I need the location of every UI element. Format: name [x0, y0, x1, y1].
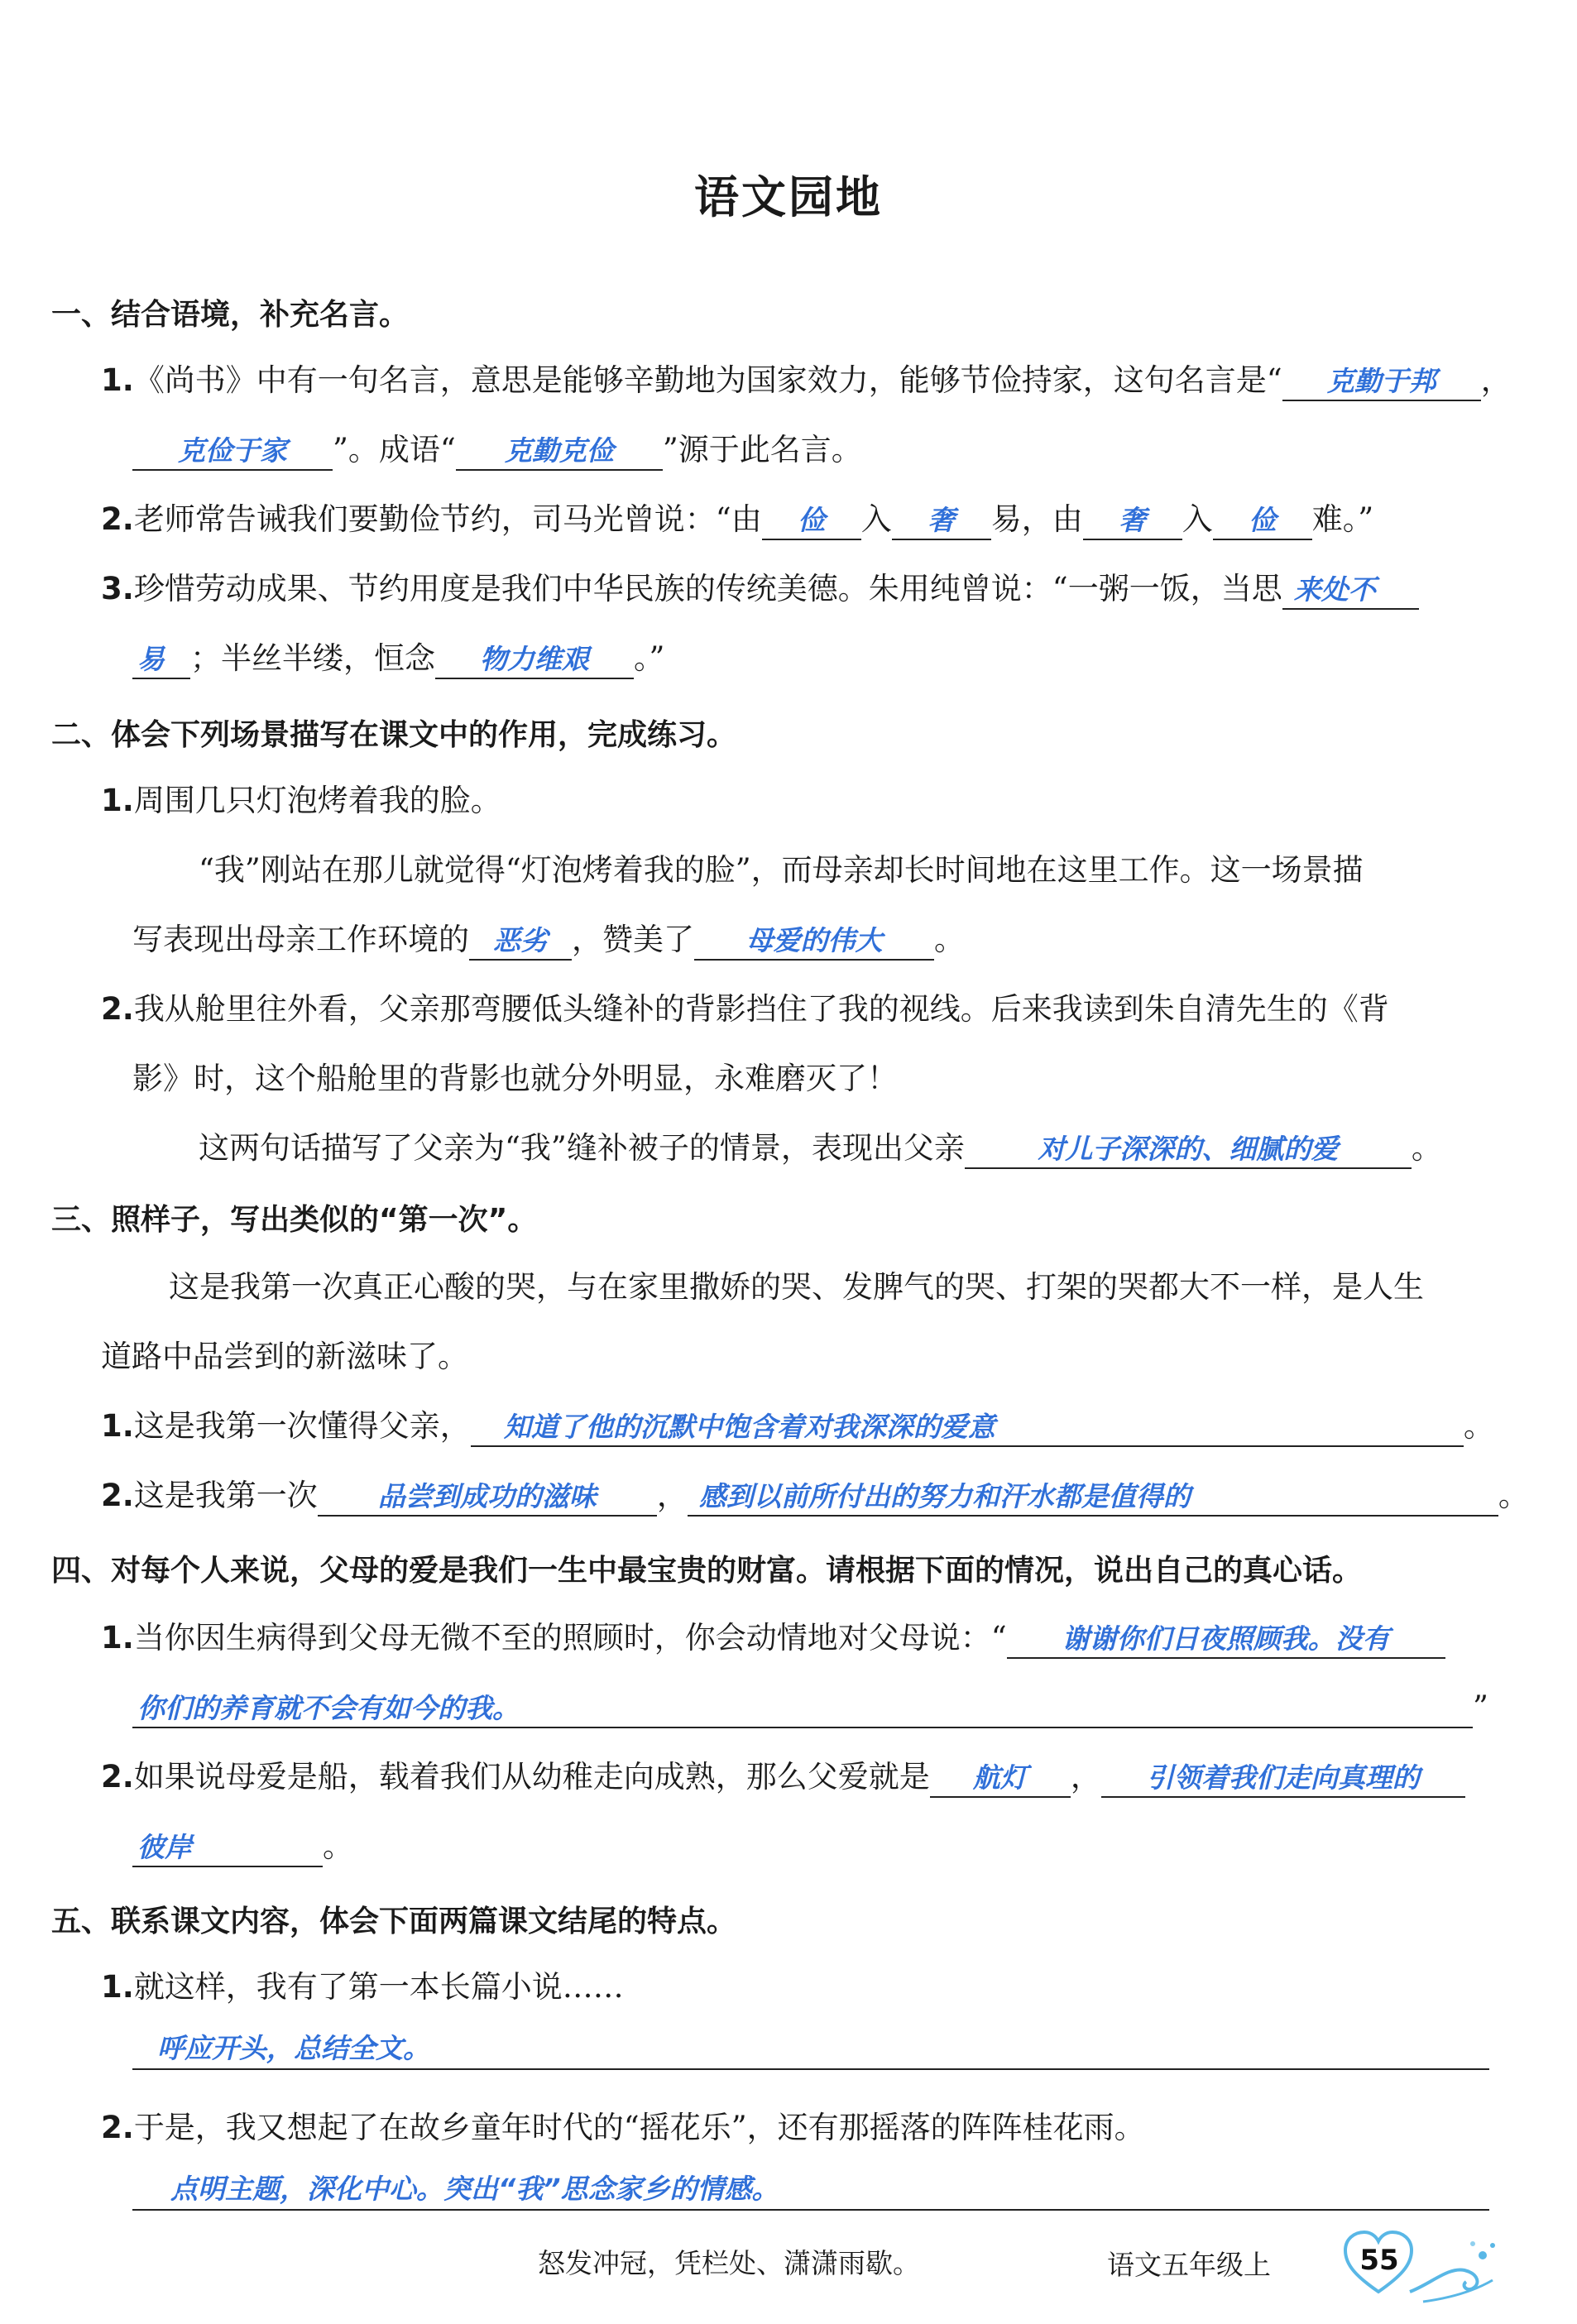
question-text: 易，由 [990, 501, 1083, 537]
answer-blank[interactable]: 恶劣 [469, 922, 572, 961]
s3-example-line2 [101, 1335, 468, 1378]
question-text: 。 [323, 1828, 353, 1864]
paragraph-text: 写表现出母亲工作环境的 [132, 922, 469, 957]
answer-blank[interactable]: 俭 [1213, 502, 1312, 540]
section-2-heading: 二、体会下列场景描写在课文中的作用，完成练习。 [51, 718, 737, 752]
s2-q2-para [199, 1127, 1442, 1170]
question-number: 3. [101, 571, 134, 606]
answer-blank[interactable]: 知道了他的沉默中饱含着对我深深的爱意 [471, 1409, 1464, 1447]
question-text: 。 [1463, 1408, 1494, 1444]
page-title: 语文园地 [694, 171, 883, 223]
question-text: ， [656, 1478, 688, 1513]
paragraph-text: 。 [1411, 1130, 1442, 1166]
example-text: 这是我第一次真正心酸的哭，与在家里撒娇的哭、发脾气的哭、打架的哭都大不一样，是人生 [169, 1269, 1424, 1305]
question-text: 老师常告诫我们要勤俭节约，司马光曾说：“由 [133, 501, 762, 537]
paragraph-text: ，赞美了 [572, 922, 694, 957]
section-5-heading: 五、联系课文内容，体会下面两篇课文结尾的特点。 [51, 1905, 737, 1938]
answer-blank[interactable]: 奢 [1083, 502, 1182, 540]
s1-q3-line1 [101, 568, 1419, 611]
answer-blank[interactable]: 航灯 [930, 1760, 1071, 1798]
question-text: 入 [860, 501, 892, 537]
answer-blank[interactable]: 对儿子深深的、细腻的爱 [965, 1131, 1412, 1169]
answer-blank[interactable]: 俭 [762, 502, 861, 540]
question-text: 珍惜劳动成果、节约用度是我们中华民族的传统美德。朱用纯曾说：“一粥一饭，当思 [133, 571, 1282, 606]
footer-motto: 怒发冲冠，凭栏处、潇潇雨歇。 [538, 2247, 920, 2279]
question-text: ”。成语“ [333, 432, 456, 467]
question-text: 这是我第一次 [133, 1478, 318, 1513]
footer-book-label: 语文五年级上 [1107, 2249, 1271, 2281]
question-text: 。 [1498, 1478, 1529, 1513]
question-number: 2. [101, 501, 134, 537]
s1-q3-line2 [132, 637, 664, 680]
question-text: ， [1480, 362, 1512, 398]
s5-q1-answer-line[interactable]: 呼应开头，总结全文。 [132, 2029, 1489, 2070]
question-number: 1. [101, 362, 134, 398]
quote-text: 周围几只灯泡烤着我的脸。 [133, 783, 501, 818]
section-3-heading: 三、照样子，写出类似的“第一次”。 [51, 1203, 538, 1237]
example-text: 道路中品尝到的新滋味了。 [101, 1339, 468, 1374]
question-text: ， [1070, 1759, 1101, 1795]
answer-blank[interactable]: 母爱的伟大 [694, 922, 934, 961]
answer-blank[interactable]: 物力维艰 [435, 641, 634, 679]
s3-example-line1 [169, 1266, 1424, 1309]
s3-q1-line [101, 1405, 1494, 1448]
answer-blank[interactable]: 谢谢你们日夜照顾我。没有 [1007, 1621, 1445, 1659]
question-text: 当你因生病得到父母无微不至的照顾时，你会动情地对父母说：“ [133, 1620, 1007, 1656]
paragraph-text: “我”刚站在那儿就觉得“灯泡烤着我的脸”，而母亲却长时间地在这里工作。这一场景描 [199, 852, 1364, 888]
swirl-decoration-icon [1407, 2234, 1498, 2308]
section-1-heading: 一、结合语境，补充名言。 [51, 298, 410, 332]
question-text: 就这样，我有了第一本长篇小说…… [133, 1969, 624, 2005]
s2-q1-para2 [132, 918, 965, 961]
quote-text: 影》时，这个船舱里的背影也就分外明显，永难磨灭了！ [132, 1061, 898, 1096]
answer-blank[interactable]: 引领着我们走向真理的 [1101, 1760, 1465, 1798]
s2-q1-quote [101, 779, 501, 822]
answer-blank[interactable]: 奢 [892, 502, 991, 540]
question-number: 1. [101, 1969, 134, 2005]
question-text: ；半丝半缕，恒念 [190, 640, 435, 676]
question-text: ” [1473, 1689, 1488, 1725]
answer-blank[interactable]: 你们的养育就不会有如今的我。 [132, 1690, 1473, 1728]
question-text: ”源于此名言。 [662, 432, 862, 467]
answer-blank[interactable]: 克勤于邦 [1282, 363, 1481, 401]
page-number: 55 [1359, 2244, 1399, 2277]
question-text: 难。” [1311, 501, 1374, 537]
answer-blank[interactable]: 来处不 [1282, 572, 1419, 610]
answer-blank[interactable]: 易 [132, 641, 190, 679]
s2-q2-quote2 [132, 1057, 898, 1100]
s2-q1-para1 [199, 849, 1364, 892]
section-4-heading: 四、对每个人来说，父母的爱是我们一生中最宝贵的财富。请根据下面的情况，说出自己的真心话。 [51, 1554, 1363, 1588]
answer-blank[interactable]: 品尝到成功的滋味 [318, 1478, 657, 1517]
s4-q2-line2 [132, 1825, 353, 1868]
question-number: 2. [101, 1478, 134, 1513]
question-number: 1. [101, 1620, 134, 1656]
s5-q2-line [101, 2106, 1145, 2149]
question-text: 这是我第一次懂得父亲， [133, 1408, 471, 1444]
question-text: 《尚书》中有一句名言，意思是能够辛勤地为国家效力，能够节俭持家，这句名言是“ [133, 362, 1282, 398]
s5-q2-answer-line[interactable]: 点明主题，深化中心。突出“我”思念家乡的情感。 [132, 2169, 1489, 2211]
answer-blank[interactable]: 克俭于家 [132, 433, 333, 471]
s1-q1-line2 [132, 429, 862, 472]
s1-q1-line1 [101, 359, 1512, 402]
question-number: 2. [101, 2110, 134, 2145]
answer-blank[interactable]: 彼岸 [132, 1829, 323, 1867]
paragraph-text: 这两句话描写了父亲为“我”缝补被子的情景，表现出父亲 [199, 1130, 965, 1166]
question-number: 1. [101, 1408, 134, 1444]
question-number: 2. [101, 1759, 134, 1795]
s1-q2-line [101, 498, 1373, 541]
answer-blank[interactable]: 感到以前所付出的努力和汗水都是值得的 [688, 1478, 1498, 1517]
quote-text: 我从舱里往外看，父亲那弯腰低头缝补的背影挡住了我的视线。后来我读到朱自清先生的《背 [133, 991, 1389, 1027]
question-number: 1. [101, 783, 134, 818]
answer-blank[interactable]: 克勤克俭 [456, 433, 663, 471]
s5-q1-line [101, 1966, 624, 2009]
paragraph-text: 。 [934, 922, 965, 957]
s4-q2-line1 [101, 1756, 1465, 1799]
s3-q2-line [101, 1474, 1529, 1517]
s4-q1-line2 [132, 1686, 1488, 1729]
question-text: 如果说母爱是船，载着我们从幼稚走向成熟，那么父爱就是 [133, 1759, 930, 1795]
question-text: 于是，我又想起了在故乡童年时代的“摇花乐”，还有那摇落的阵阵桂花雨。 [133, 2110, 1145, 2145]
question-text: 。” [634, 640, 665, 676]
question-text: 入 [1182, 501, 1213, 537]
s2-q2-quote1 [101, 988, 1389, 1031]
question-number: 2. [101, 991, 134, 1027]
s4-q1-line1 [101, 1617, 1445, 1660]
